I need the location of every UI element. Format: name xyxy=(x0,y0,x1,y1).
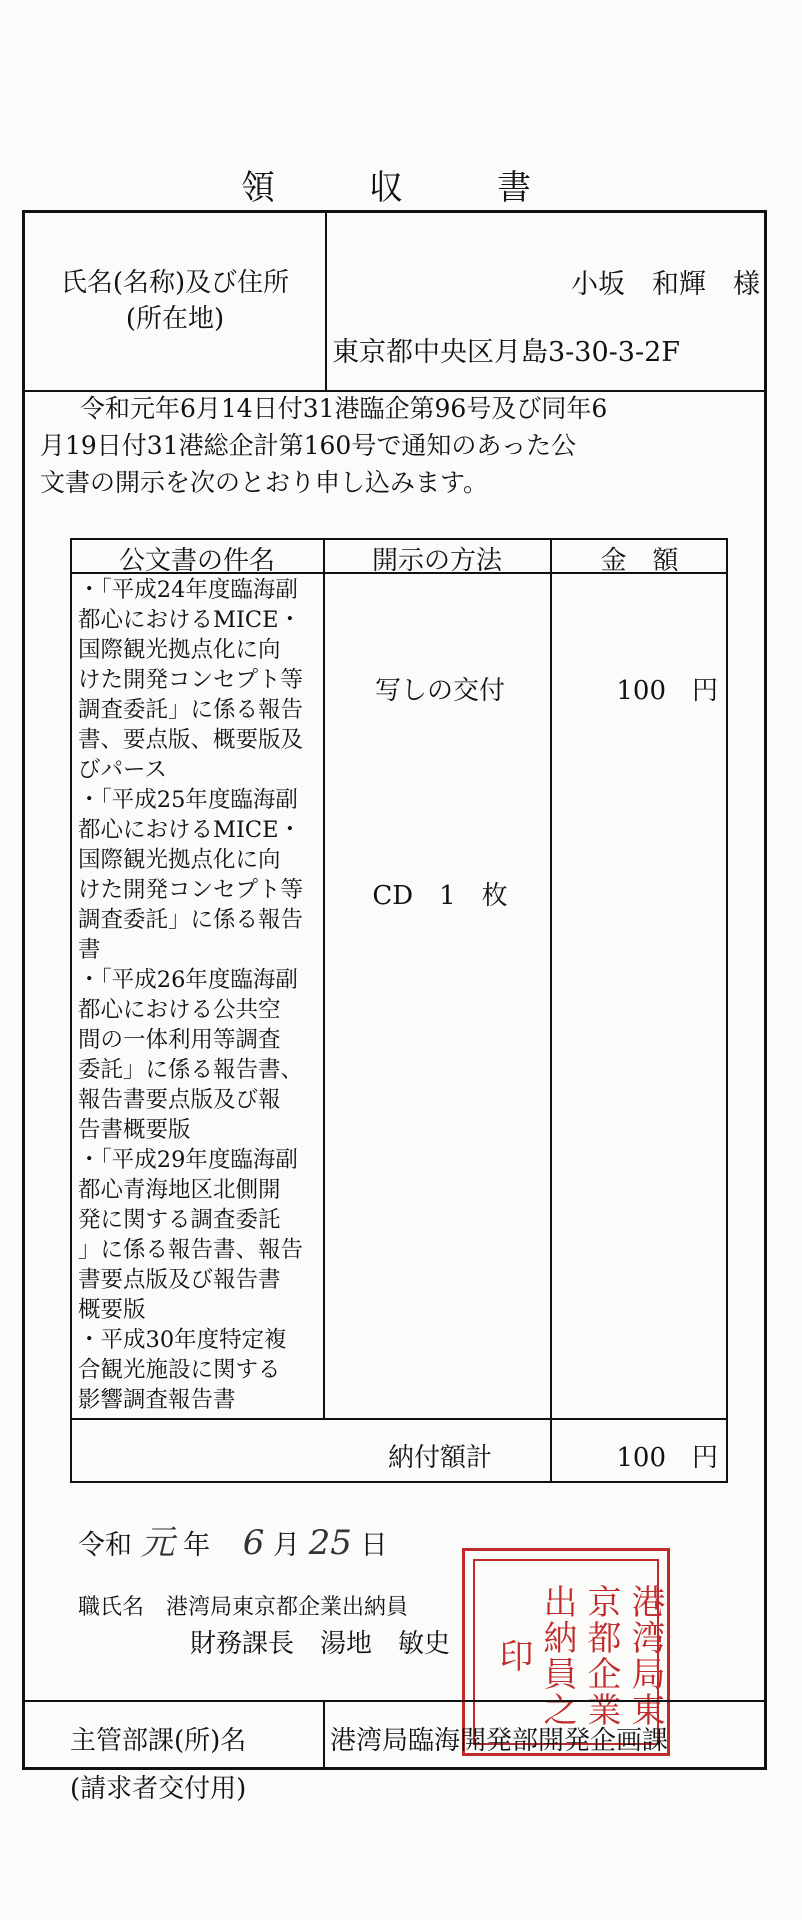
name-address-label xyxy=(30,265,320,337)
table-col-divider-1 xyxy=(323,538,325,1418)
document-line: 」に係る報告書、報告 xyxy=(78,1237,304,1263)
document-line: 都心におけるMICE・ xyxy=(78,607,302,633)
date-day: 25 xyxy=(308,1523,352,1563)
requester-address: 東京都中央区月島3-30-3-2F xyxy=(332,337,680,368)
official-title: 職氏名 港湾局東京都企業出納員 xyxy=(78,1595,409,1620)
col-header-document: 公文書の件名 xyxy=(118,546,275,576)
document-line: 発に関する調査委託 xyxy=(78,1207,281,1233)
date-month: 6 xyxy=(242,1523,265,1563)
document-line: 概要版 xyxy=(78,1297,146,1323)
copy-note: (請求者交付用) xyxy=(70,1774,247,1804)
document-line: 書、要点版、概要版及 xyxy=(78,727,304,753)
document-line: 書 xyxy=(78,937,101,963)
document-line: 調査委託」に係る報告 xyxy=(78,907,304,933)
intro-paragraph xyxy=(40,390,740,501)
total-amount: 100 円 xyxy=(616,1443,718,1473)
label-line-1: 氏名(名称)及び住所 xyxy=(60,268,290,298)
document-line: 国際観光拠点化に向 xyxy=(78,637,281,663)
document-line: 調査委託」に係る報告 xyxy=(78,697,304,723)
document-line: 都心におけるMICE・ xyxy=(78,817,302,843)
col-header-method: 開示の方法 xyxy=(371,546,502,576)
document-line: ・「平成25年度臨海副 xyxy=(78,787,298,813)
document-line: けた開発コンセプト等 xyxy=(78,667,304,693)
disclosure-medium: CD 1 枚 xyxy=(372,881,508,911)
date-month-unit: 月 xyxy=(273,1530,301,1561)
document-line: 都心における公共空 xyxy=(78,997,281,1023)
date-era: 令和 xyxy=(78,1530,132,1561)
table-total-divider xyxy=(70,1418,728,1420)
document-line: ・「平成26年度臨海副 xyxy=(78,967,298,993)
intro-line-2: 月19日付31港総企計第160号で通知のあった公 xyxy=(40,431,577,460)
col-header-amount: 金 額 xyxy=(600,546,679,576)
fee-amount: 100 円 xyxy=(616,676,718,706)
dept-label: 主管部課(所)名 xyxy=(70,1726,247,1756)
table-col-divider-2 xyxy=(550,538,552,1483)
date-day-unit: 日 xyxy=(360,1530,388,1561)
document-line: ・「平成29年度臨海副 xyxy=(78,1147,298,1173)
document-title: 領 収 書 xyxy=(241,168,561,208)
official-name: 財務課長 湯地 敏史 xyxy=(190,1629,451,1659)
intro-line-3: 文書の開示を次のとおり申し込みます。 xyxy=(40,468,489,497)
document-list xyxy=(78,575,323,1415)
document-line: 告書概要版 xyxy=(78,1117,191,1143)
document-line: 合観光施設に関する xyxy=(78,1357,281,1383)
total-label: 納付額計 xyxy=(387,1443,492,1473)
label-line-2: (所在地) xyxy=(125,304,225,334)
issue-date xyxy=(78,1515,387,1564)
requester-name: 小坂 和輝 様 xyxy=(571,269,760,300)
document-line: ・平成30年度特定複 xyxy=(78,1327,287,1353)
dept-value: 港湾局臨海開発部開発企画課 xyxy=(330,1726,669,1756)
document-line: けた開発コンセプト等 xyxy=(78,877,304,903)
seal-text: 港湾局東京都企業出納員之印 xyxy=(493,1584,665,1728)
document-line: ・「平成24年度臨海副 xyxy=(78,577,298,603)
document-line: 書要点版及び報告書 xyxy=(78,1267,281,1293)
document-line: 都心青海地区北側開 xyxy=(78,1177,281,1203)
dept-divider xyxy=(22,1700,767,1702)
document-line: 国際観光拠点化に向 xyxy=(78,847,281,873)
document-line: 間の一体利用等調査 xyxy=(78,1027,281,1053)
disclosure-method: 写しの交付 xyxy=(374,676,505,706)
dept-col-divider xyxy=(323,1700,325,1767)
document-line: 報告書要点版及び報 xyxy=(78,1087,281,1113)
document-line: 委託」に係る報告書、 xyxy=(78,1057,304,1083)
date-year: 元 xyxy=(140,1523,175,1563)
date-year-unit: 年 xyxy=(183,1530,211,1561)
intro-line-1: 令和元年6月14日付31港臨企第96号及び同年6 xyxy=(80,394,608,423)
header-col-divider xyxy=(325,210,327,390)
document-line: 影響調査報告書 xyxy=(78,1387,236,1413)
document-line: びパース xyxy=(78,757,167,783)
